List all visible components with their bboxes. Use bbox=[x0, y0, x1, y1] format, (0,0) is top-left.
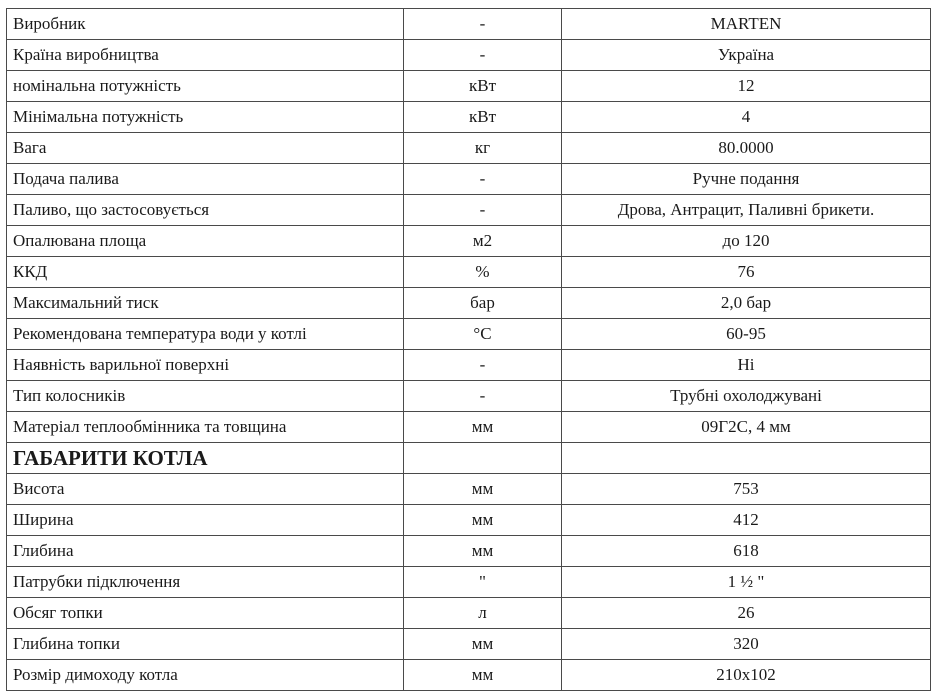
spec-value: 80.0000 bbox=[562, 133, 931, 164]
spec-value: 2,0 бар bbox=[562, 288, 931, 319]
spec-value: до 120 bbox=[562, 226, 931, 257]
spec-value: 12 bbox=[562, 71, 931, 102]
table-row bbox=[7, 350, 931, 381]
spec-name: Ширина bbox=[7, 505, 404, 536]
spec-value: MARTEN bbox=[562, 9, 931, 40]
specifications-table bbox=[6, 8, 931, 691]
spec-value: Ручне подання bbox=[562, 164, 931, 195]
spec-name: Максимальний тиск bbox=[7, 288, 404, 319]
table-row bbox=[7, 474, 931, 505]
spec-value: 4 bbox=[562, 102, 931, 133]
spec-name: Виробник bbox=[7, 9, 404, 40]
table-row bbox=[7, 536, 931, 567]
spec-unit: мм bbox=[404, 629, 562, 660]
table-row bbox=[7, 598, 931, 629]
spec-name: Наявність варильної поверхні bbox=[7, 350, 404, 381]
spec-unit: " bbox=[404, 567, 562, 598]
table-row bbox=[7, 412, 931, 443]
spec-value: Ні bbox=[562, 350, 931, 381]
table-row bbox=[7, 505, 931, 536]
spec-unit: - bbox=[404, 40, 562, 71]
spec-name: Патрубки підключення bbox=[7, 567, 404, 598]
spec-name: Країна виробництва bbox=[7, 40, 404, 71]
spec-unit: мм bbox=[404, 474, 562, 505]
table-row bbox=[7, 226, 931, 257]
table-row bbox=[7, 40, 931, 71]
spec-unit: - bbox=[404, 350, 562, 381]
table-row bbox=[7, 133, 931, 164]
table-row bbox=[7, 71, 931, 102]
spec-name: Опалювана площа bbox=[7, 226, 404, 257]
spec-unit: м2 bbox=[404, 226, 562, 257]
spec-name: Розмір димоходу котла bbox=[7, 660, 404, 691]
spec-unit: кг bbox=[404, 133, 562, 164]
spec-value: Україна bbox=[562, 40, 931, 71]
spec-unit: - bbox=[404, 381, 562, 412]
spec-name: Глибина bbox=[7, 536, 404, 567]
spec-unit: кВт bbox=[404, 102, 562, 133]
spec-value: Дрова, Антрацит, Паливні брикети. bbox=[562, 195, 931, 226]
spec-name: Тип колосників bbox=[7, 381, 404, 412]
spec-unit: мм bbox=[404, 505, 562, 536]
spec-name: ККД bbox=[7, 257, 404, 288]
spec-value: 320 bbox=[562, 629, 931, 660]
spec-unit: °C bbox=[404, 319, 562, 350]
table-row bbox=[7, 319, 931, 350]
spec-value: 412 bbox=[562, 505, 931, 536]
spec-unit: - bbox=[404, 195, 562, 226]
table-row bbox=[7, 629, 931, 660]
spec-value: 76 bbox=[562, 257, 931, 288]
spec-name: Вага bbox=[7, 133, 404, 164]
table-row bbox=[7, 164, 931, 195]
spec-name: Глибина топки bbox=[7, 629, 404, 660]
spec-unit: кВт bbox=[404, 71, 562, 102]
table-row bbox=[7, 567, 931, 598]
spec-unit: % bbox=[404, 257, 562, 288]
table-row bbox=[7, 257, 931, 288]
table-row bbox=[7, 288, 931, 319]
spec-unit: мм bbox=[404, 412, 562, 443]
spec-name: Подача палива bbox=[7, 164, 404, 195]
section-header-row bbox=[7, 443, 931, 474]
spec-unit: - bbox=[404, 9, 562, 40]
spec-unit: л bbox=[404, 598, 562, 629]
table-row bbox=[7, 381, 931, 412]
spec-name: Паливо, що застосовується bbox=[7, 195, 404, 226]
spec-name: номінальна потужність bbox=[7, 71, 404, 102]
spec-name: Матеріал теплообмінника та товщина bbox=[7, 412, 404, 443]
spec-unit: - bbox=[404, 164, 562, 195]
section-empty-cell bbox=[404, 443, 562, 474]
table-row bbox=[7, 195, 931, 226]
table-row bbox=[7, 660, 931, 691]
spec-value: 09Г2С, 4 мм bbox=[562, 412, 931, 443]
section-title: ГАБАРИТИ КОТЛА bbox=[7, 443, 404, 474]
spec-value: 753 bbox=[562, 474, 931, 505]
spec-value: 1 ½ " bbox=[562, 567, 931, 598]
spec-value: 60-95 bbox=[562, 319, 931, 350]
spec-unit: бар bbox=[404, 288, 562, 319]
spec-value: 210х102 bbox=[562, 660, 931, 691]
table-row bbox=[7, 9, 931, 40]
spec-value: 26 bbox=[562, 598, 931, 629]
spec-value: Трубні охолоджувані bbox=[562, 381, 931, 412]
spec-value: 618 bbox=[562, 536, 931, 567]
spec-unit: мм bbox=[404, 660, 562, 691]
section-empty-cell bbox=[562, 443, 931, 474]
spec-name: Обсяг топки bbox=[7, 598, 404, 629]
table-row bbox=[7, 102, 931, 133]
spec-unit: мм bbox=[404, 536, 562, 567]
spec-name: Мінімальна потужність bbox=[7, 102, 404, 133]
spec-name: Рекомендована температура води у котлі bbox=[7, 319, 404, 350]
spec-name: Висота bbox=[7, 474, 404, 505]
